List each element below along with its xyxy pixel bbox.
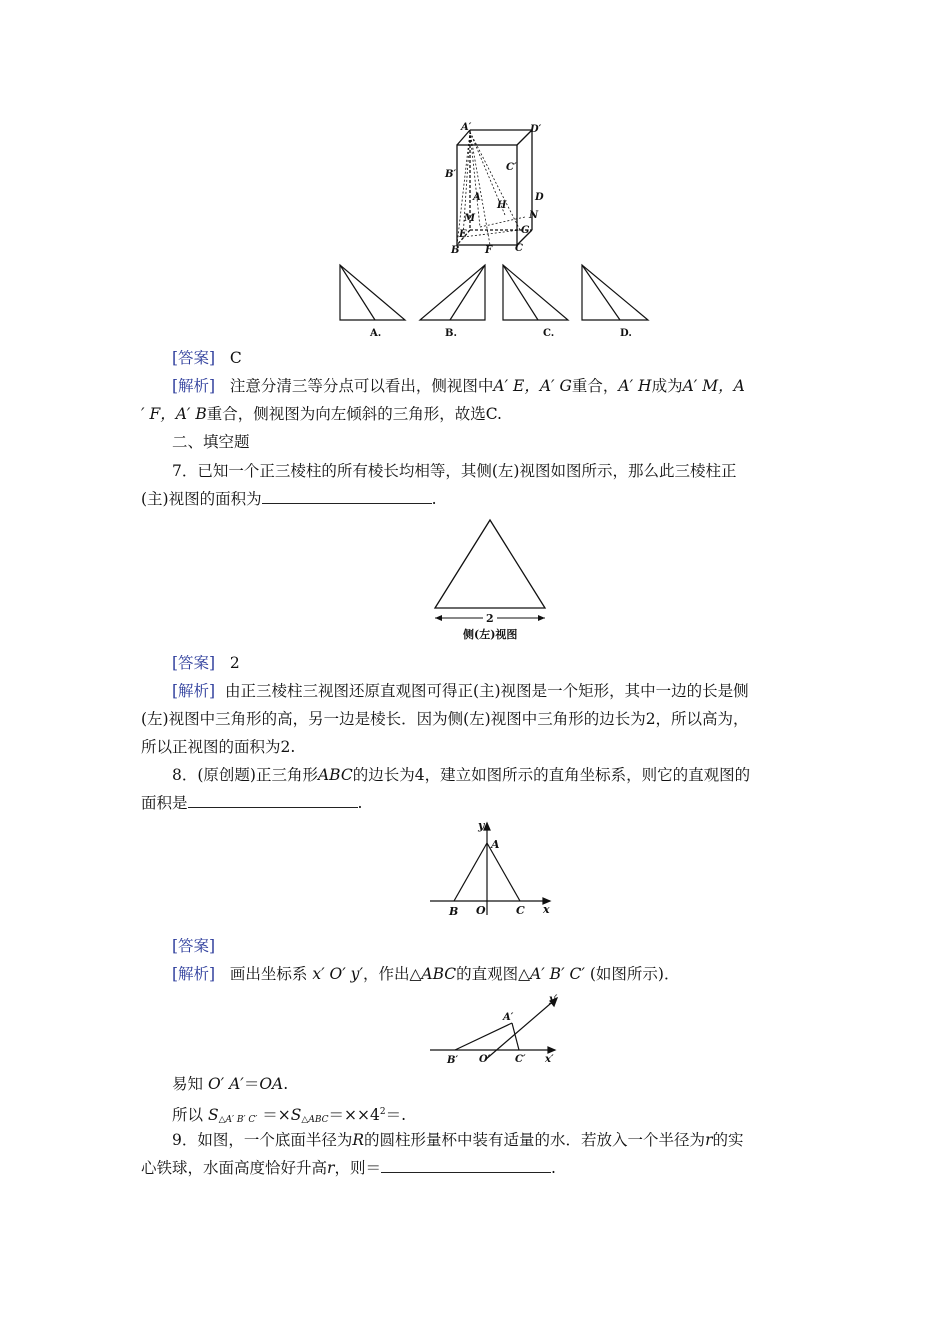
q9-text: ，则＝: [334, 1159, 381, 1177]
cube-label-d-prime: D′: [530, 124, 542, 135]
q8-text: ＝: [243, 1075, 260, 1093]
cube-label-a: A: [473, 192, 481, 203]
q6-analysis-math: A′ E，A′ G: [493, 377, 572, 395]
q9-math: r: [327, 1159, 335, 1177]
side-view-figure: [425, 515, 555, 645]
answer-tag: [答案]: [172, 937, 216, 955]
q6-answer: C: [229, 349, 242, 367]
cube-label-n: N: [529, 210, 539, 221]
q8-subscript: △A′ B′ C′: [218, 1115, 258, 1125]
q6-analysis-line-2: [141, 404, 502, 424]
q8-line-2-text: 面积是: [141, 794, 188, 812]
q9-line-2-end: .: [550, 1159, 556, 1177]
q6-analysis-text: 重合，: [571, 377, 619, 395]
triangle-axes-figure: [425, 815, 565, 920]
cube-label-e: E: [459, 229, 467, 240]
q8-text: ＝×: [262, 1106, 291, 1124]
q8-analysis-math: x′ O′ y′: [312, 965, 363, 983]
q8-text: ＝.: [385, 1106, 407, 1124]
q8-text: 易知: [172, 1075, 204, 1093]
q6-answer-line: [172, 348, 242, 368]
q8-text: 8．(原创题)正三角形: [172, 766, 318, 784]
q9-text: 9．如图，一个底面半径为: [172, 1131, 353, 1149]
side-view-dim: 2: [486, 612, 494, 625]
q6-analysis-text: 注意分清三等分点可以看出，侧视图中: [229, 377, 494, 395]
cube-label-f: F: [485, 245, 493, 256]
point-a-prime-label: A′: [503, 1012, 514, 1023]
q7-answer-blank: [262, 489, 432, 504]
axis-y-label: y: [478, 819, 485, 832]
point-o-prime-label: O′: [479, 1054, 491, 1065]
point-o-label: O: [476, 904, 486, 917]
section-title: 二、填空题: [172, 433, 250, 451]
point-a-label: A: [491, 838, 500, 851]
q7-answer: 2: [229, 654, 240, 672]
q8-answer-line: [172, 936, 215, 956]
q9-text: 心铁球，水面高度恰好升高: [141, 1159, 328, 1177]
q8-math: ABC: [317, 766, 353, 784]
point-c-prime-label: C′: [515, 1054, 526, 1065]
point-c-label: C: [516, 904, 525, 917]
q7-analysis-line-2: (左)视图中三角形的高，另一边是棱长．因为侧(左)视图中三角形的边长为2，所以高为，: [141, 710, 749, 728]
side-view-caption: 侧(左)视图: [463, 628, 518, 641]
q7-line-2: [141, 489, 437, 509]
cube-label-h: H: [497, 200, 507, 211]
q8-analysis-math: ABC: [421, 965, 457, 983]
cube-label-b-prime: B′: [445, 169, 457, 180]
q8-text: 的边长为4，建立如图所示的直角坐标系，则它的直观图的: [352, 766, 751, 784]
q8-analysis-line-1: [172, 964, 679, 984]
q8-analysis-text: ，作出△: [362, 965, 422, 983]
q8-text: ＝××4: [328, 1106, 380, 1124]
q7-line-2-end: .: [431, 490, 437, 508]
point-b-label: B: [449, 905, 459, 918]
answer-tag: [答案]: [172, 654, 216, 672]
axis-x-prime-label: x′: [545, 1054, 554, 1065]
oblique-view-figure: [425, 990, 575, 1070]
q9-text: 的实: [712, 1131, 744, 1149]
q8-superscript: 2: [379, 1107, 386, 1117]
axis-y-prime-label: y′: [549, 994, 558, 1005]
q9-line-1: [172, 1130, 744, 1150]
cube-label-d: D: [535, 192, 544, 203]
option-b-label: B.: [445, 328, 457, 339]
q8-line-2: [141, 793, 362, 813]
cube-label-c-prime: C′: [506, 162, 517, 173]
q7-analysis-text: 由正三棱柱三视图还原直观图可得正(主)视图是一个矩形，其中一边的长是侧: [224, 682, 749, 700]
q9-answer-blank: [381, 1158, 551, 1173]
cube-label-c: C: [515, 243, 523, 254]
q8-text: .: [283, 1075, 289, 1093]
q8-analysis-text: (如图所示)．: [589, 965, 680, 983]
q8-so-line: [172, 1102, 406, 1130]
q8-analysis-text: 画出坐标系: [229, 965, 308, 983]
q8-math: O′ A′: [207, 1075, 244, 1093]
option-d-label: D.: [620, 328, 632, 339]
q7-line-2-text: (主)视图的面积为: [141, 490, 262, 508]
q9-math: R: [352, 1131, 365, 1149]
cube-label-g: G: [521, 225, 530, 236]
q7-analysis-line-3: 所以正视图的面积为2.: [141, 738, 296, 756]
q8-text: 所以: [172, 1106, 204, 1124]
q6-analysis-math: ′ F，A′ B: [141, 405, 207, 423]
q7-analysis-line-1: [172, 681, 749, 701]
analysis-tag: [解析]: [172, 682, 216, 700]
q6-analysis-math: A′ M，A: [682, 377, 745, 395]
q8-math: S: [290, 1106, 302, 1124]
q7-answer-line: [172, 653, 240, 673]
cube-label-b: B: [451, 245, 460, 256]
q8-line-1: [172, 765, 750, 785]
q8-subscript: △ABC: [301, 1115, 329, 1125]
option-a-label: A.: [370, 328, 382, 339]
q8-analysis-math: A′ B′ C′: [530, 965, 585, 983]
q8-answer-blank: [188, 793, 358, 808]
q8-analysis-text: 的直观图△: [456, 965, 531, 983]
q8-math: S: [207, 1106, 219, 1124]
q6-analysis-math: A′ H: [618, 377, 652, 395]
axis-x-label: x: [543, 903, 550, 916]
q9-math: r: [705, 1131, 713, 1149]
q7-line-1: 7．已知一个正三棱柱的所有棱长均相等，其侧(左)视图如图所示，那么此三棱柱正: [172, 462, 737, 480]
cube-figure: [330, 120, 670, 345]
answer-tag: [答案]: [172, 349, 216, 367]
q9-text: 的圆柱形量杯中装有适量的水．若放入一个半径为: [364, 1131, 706, 1149]
q9-line-2: [141, 1158, 556, 1178]
point-b-prime-label: B′: [447, 1055, 459, 1066]
q8-math: OA: [259, 1075, 284, 1093]
q6-analysis-text: 重合，侧视图为向左倾斜的三角形，故选C.: [206, 405, 502, 423]
q8-line-2-end: .: [357, 794, 363, 812]
option-c-label: C.: [543, 328, 555, 339]
cube-label-a-prime: A′: [461, 122, 472, 133]
cube-label-m: M: [464, 213, 476, 224]
analysis-tag: [解析]: [172, 965, 216, 983]
q8-easy-line: [172, 1074, 288, 1094]
q6-analysis-text: 成为: [651, 377, 683, 395]
q6-analysis-line-1: [172, 376, 745, 396]
analysis-tag: [解析]: [172, 377, 216, 395]
